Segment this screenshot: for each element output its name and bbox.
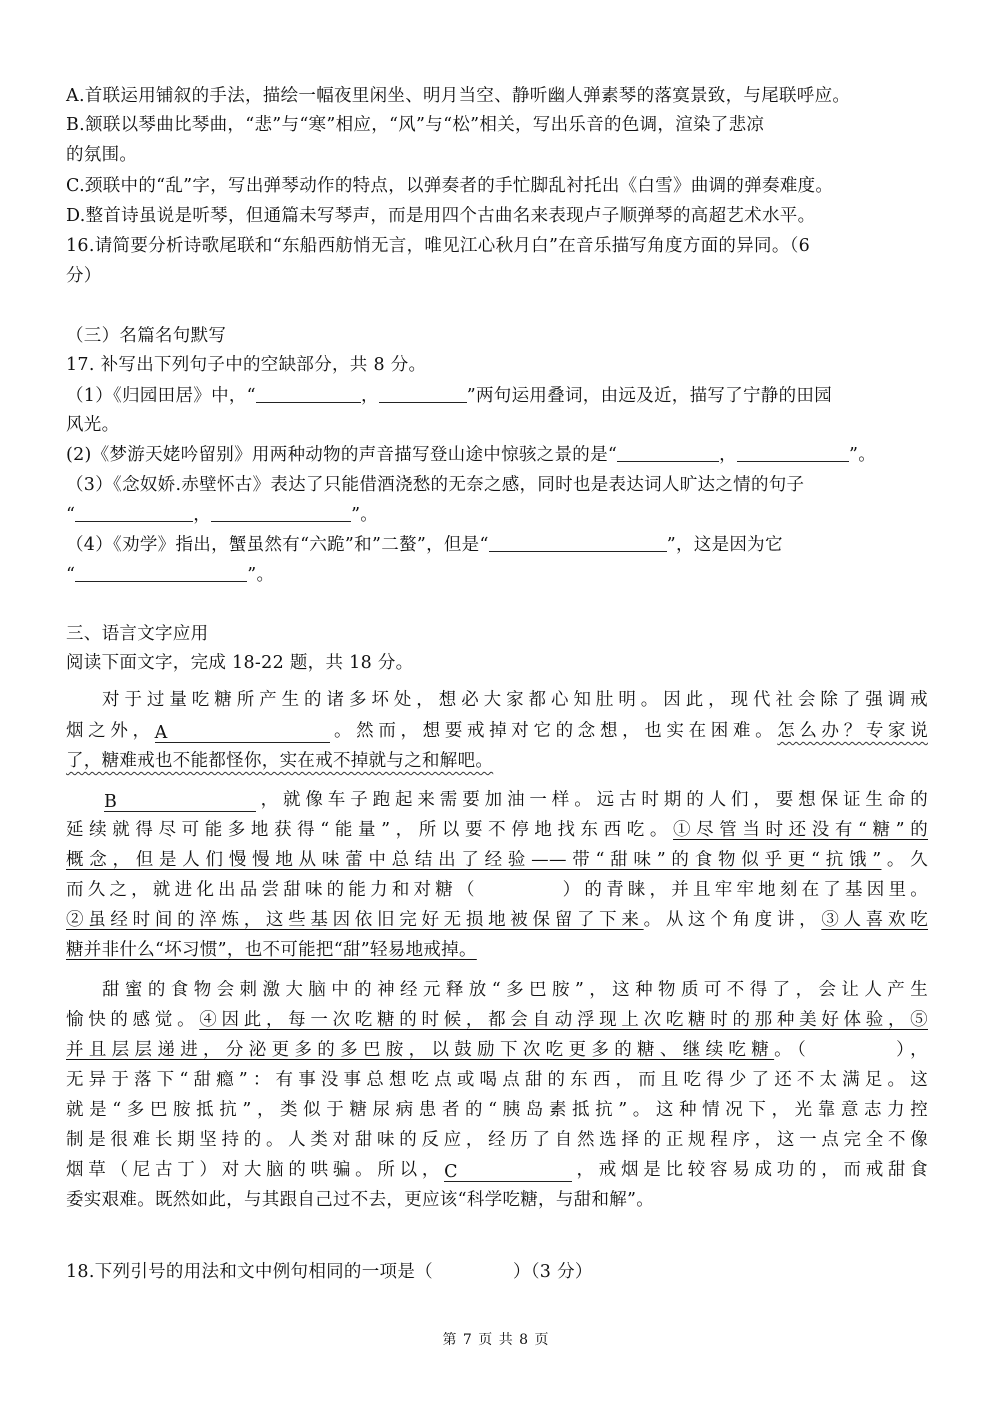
- q17-item-4: （4）《劝学》指出，蟹虽然有“六跪”和”二螯”，但是“ ”，这是因为它: [66, 535, 783, 555]
- question-16-line1: 16.请简要分析诗歌尾联和“东船西舫悄无言，唯见江心秋月白”在音乐描写角度方面的异同。（6: [66, 236, 811, 256]
- passage-p2-line4: 而久之，就进化出品尝甜味的能力和对糖（ ）的青睐，并且牢牢地刻在了基因里。: [66, 880, 928, 900]
- answer-blank[interactable]: [75, 503, 193, 522]
- passage-p2-line2: 延续就得尽可能多地获得“能量”，所以要不停地找东西吃。①尽管当时还没有“糖”的: [66, 820, 928, 840]
- option-b-line1: B.颔联以琴曲比琴曲，“悲”与“寒”相应，“风”与“松”相关，写出乐音的色调，渲染了悲凉: [66, 115, 765, 135]
- answer-blank[interactable]: [617, 443, 719, 462]
- blank-b[interactable]: B: [104, 793, 256, 812]
- q17-item-3: （3）《念奴娇.赤壁怀古》表达了只能借酒浇愁的无奈之感，同时也是表达词人旷达之情的句子: [66, 475, 805, 495]
- passage-p2-line1: B ，就像车子跑起来需要加油一样。远古时期的人们，要想保证生命的: [104, 790, 928, 812]
- q17-item-1-cont: 风光。: [66, 415, 120, 435]
- passage-p3-line4: 无异于落下“甜瘾”：有事没事总想吃点或喝点甜的东西，而且吃得少了还不太满足。这: [66, 1070, 928, 1090]
- answer-blank[interactable]: [489, 533, 667, 552]
- answer-blank[interactable]: [211, 503, 351, 522]
- q17-item-1: （1）《归园田居》中，“ ， ”两句运用叠词，由远及近，描写了宁静的田园: [66, 386, 832, 406]
- passage-p1-line1: 对于过量吃糖所产生的诸多坏处，想必大家都心知肚明。因此，现代社会除了强调戒: [102, 690, 928, 710]
- passage-p3-line5: 就是“多巴胺抵抗”，类似于糖尿病患者的“胰岛素抵抗”。这种情况下，光靠意志力控: [66, 1100, 928, 1120]
- reading-instruction: 阅读下面文字，完成 18-22 题，共 18 分。: [66, 653, 414, 673]
- passage-p3-line8: 委实艰难。既然如此，与其跟自己过不去，更应该“科学吃糖，与甜和解”。: [66, 1190, 655, 1210]
- page-footer: 第 7 页 共 8 页: [442, 1332, 550, 1348]
- passage-p2-line5: ②虽经时间的淬炼，这些基因依旧完好无损地被保留了下来。从这个角度讲，③人喜欢吃: [66, 910, 929, 930]
- passage-p1-line2: 烟之外，A 。然而，想要戒掉对它的念想，也实在困难。怎么办？专家说: [66, 721, 928, 743]
- answer-blank[interactable]: [75, 563, 247, 582]
- passage-p1-line3: 了，糖难戒也不能都怪你，实在戒不掉就与之和解吧。: [66, 751, 494, 771]
- section-heading-language: 三、语言文字应用: [66, 624, 209, 644]
- answer-blank[interactable]: [256, 384, 361, 403]
- q17-item-4-cont: “ ”。: [66, 565, 275, 585]
- question-18: 18.下列引号的用法和文中例句相同的一项是（ ）（3 分）: [66, 1262, 593, 1282]
- option-c: C.颈联中的“乱”字，写出弹琴动作的特点，以弹奏者的手忙脚乱衬托出《白雪》曲调的弹奏难度。: [66, 176, 834, 196]
- answer-blank[interactable]: [737, 443, 849, 462]
- passage-p3-line6: 制是很难长期坚持的。人类对甜味的反应，经历了自然选择的正规程序，这一点完全不像: [66, 1130, 928, 1150]
- question-17-title: 17. 补写出下列句子中的空缺部分，共 8 分。: [66, 355, 427, 375]
- passage-p3-line7: 烟草（尼古丁）对大脑的哄骗。所以，C ，戒烟是比较容易成功的，而戒甜食: [66, 1160, 928, 1182]
- passage-p2-line3: 概念，但是人们慢慢地从味蕾中总结出了经验——带“甜味”的食物似乎更“抗饿”。久: [66, 850, 928, 870]
- q17-item-2: (2)《梦游天姥吟留别》用两种动物的声音描写登山途中惊骇之景的是“ ， ”。: [66, 445, 876, 465]
- passage-p3-line2: 愉快的感觉。④因此，每一次吃糖的时候，都会自动浮现上次吃糖时的那种美好体验，⑤: [66, 1010, 928, 1030]
- option-a: A.首联运用铺叙的手法，描绘一幅夜里闲坐、明月当空、静听幽人弹素琴的落寞景致，与尾联呼应。: [66, 86, 851, 106]
- q17-item-3-cont: “ ， ”。: [66, 505, 379, 525]
- blank-c[interactable]: C: [444, 1163, 572, 1182]
- passage-p3-line3: 并且层层递进，分泌更多的多巴胺，以鼓励下次吃更多的糖、继续吃糖。（ ），: [66, 1040, 928, 1060]
- answer-blank[interactable]: [379, 384, 467, 403]
- option-d: D.整首诗虽说是听琴，但通篇未写琴声，而是用四个古曲名来表现卢子顺弹琴的高超艺术水平。: [66, 206, 816, 226]
- question-16-line2: 分）: [66, 266, 102, 286]
- passage-p3-line1: 甜蜜的食物会刺激大脑中的神经元释放“多巴胺”，这种物质可不得了，会让人产生: [102, 980, 928, 1000]
- option-b-line2: 的氛围。: [66, 145, 138, 165]
- passage-p2-line6: 糖并非什么“坏习惯”，也不可能把“甜”轻易地戒掉。: [66, 940, 477, 960]
- section-heading-recitation: （三）名篇名句默写: [66, 326, 227, 346]
- blank-a[interactable]: A: [155, 724, 330, 743]
